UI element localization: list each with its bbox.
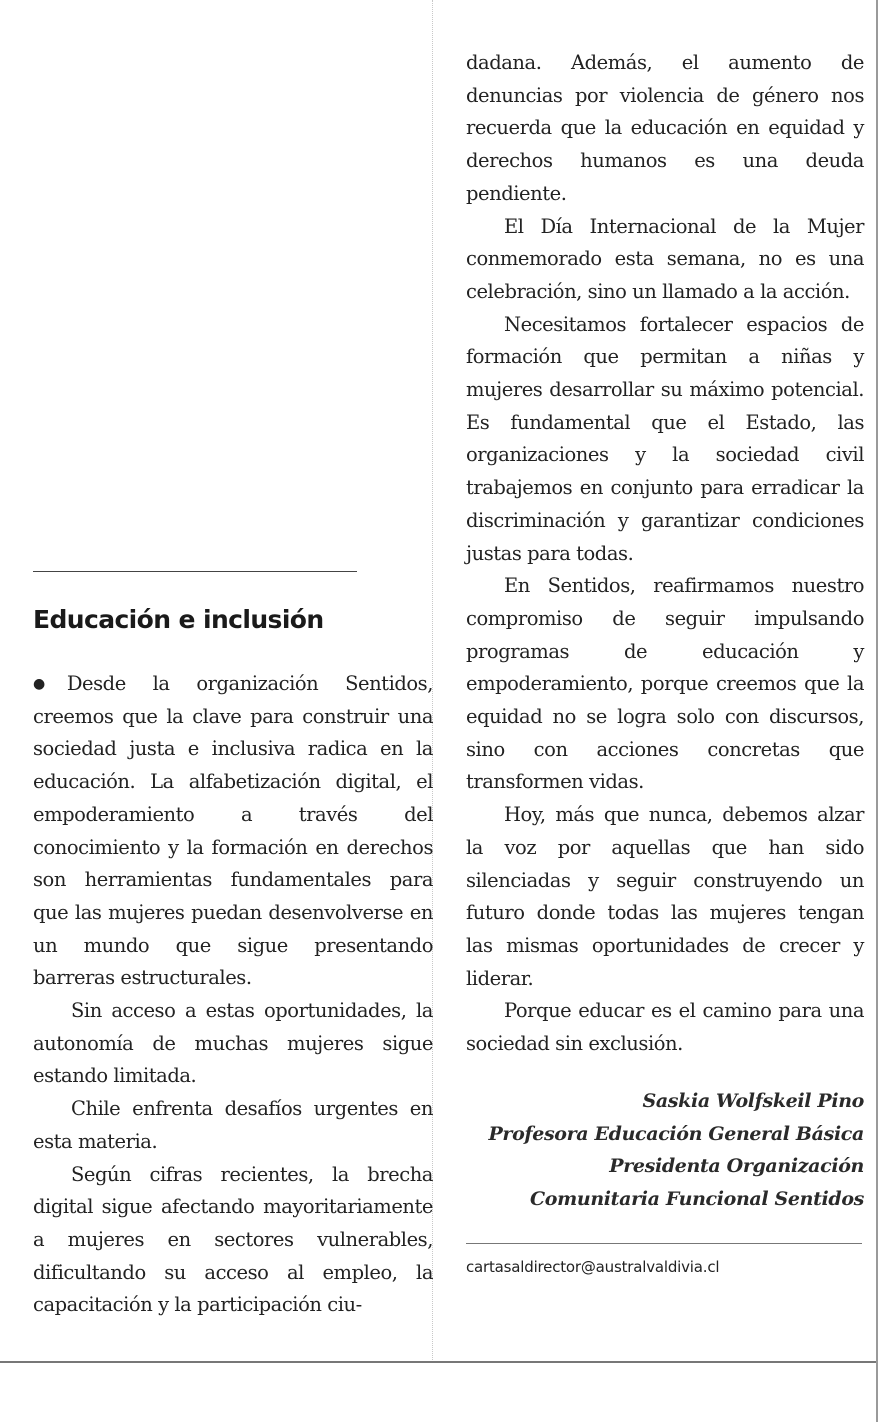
page-edge-border (876, 0, 878, 1422)
bullet-icon: ● (33, 676, 66, 692)
email-rule (466, 1243, 862, 1244)
article-paragraph: Chile enfrenta desafíos urgentes en esta materia. (33, 1097, 433, 1153)
author-organization: Comunitaria Funcional Sentidos (530, 1187, 864, 1210)
author-role: Profesora Educación General Básica (488, 1122, 864, 1145)
article-headline: Educación e inclusión (33, 605, 324, 634)
article-paragraph: Según cifras recientes, la brecha digital sigue afectando mayoritariamente a mujeres en sectores vulnerables, dificultando su acceso al empleo, la capacitación y la participación ciu- (33, 1162, 433, 1317)
right-column (466, 47, 864, 1278)
section-top-rule (33, 571, 357, 572)
article-paragraph: Hoy, más que nunca, debemos alzar la voz por aquellas que han sido silenciadas y seguir construyendo un futuro donde todas las mujeres tengan las mismas oportunidades de crecer y liderar. (466, 803, 864, 990)
article-paragraph: dadana. Además, el aumento de denuncias por violencia de género nos recuerda que la educación en equidad y derechos humanos es una deuda pendiente. (466, 51, 864, 205)
contact-email[interactable]: cartasaldirector@australvaldivia.cl (466, 1257, 720, 1276)
article-paragraph: Porque educar es el camino para una sociedad sin exclusión. (466, 999, 864, 1056)
page-bottom-rule (0, 1361, 876, 1363)
author-name: Saskia Wolfskeil Pino (642, 1089, 864, 1112)
article-paragraph: En Sentidos, reafirmamos nuestro compromiso de seguir impulsando programas de educación y empoderamiento, porque creemos que la equidad no se logra solo con discursos, sino con acciones concretas que transformen vidas. (466, 574, 864, 794)
article-paragraph: ●Desde la organización Sentidos, creemos que la clave para construir una sociedad justa e inclusiva radica en la educación. La alfabetización digital, el empoderamiento a través del conocimiento y la formación en derechos son herramientas fundamentales para que las mujeres puedan desenvolverse en un mundo que sigue presentando barreras estructurales. (33, 672, 433, 990)
author-position: Presidenta Organización (609, 1155, 864, 1178)
article-paragraph: El Día Internacional de la Mujer conmemorado esta semana, no es una celebración, sino un llamado a la acción. (466, 214, 864, 303)
author-signature (466, 1085, 864, 1216)
left-column (33, 571, 433, 1322)
article-paragraph: Sin acceso a estas oportunidades, la autonomía de muchas mujeres sigue estando limitada. (33, 999, 433, 1088)
article-paragraph: Necesitamos fortalecer espacios de formación que permitan a niñas y mujeres desarrollar su máximo potencial. Es fundamental que el Estado, las organizaciones y la sociedad civil trabajemos en conjunto para erradicar la discriminación y garantizar condiciones justas para todas. (466, 312, 864, 565)
